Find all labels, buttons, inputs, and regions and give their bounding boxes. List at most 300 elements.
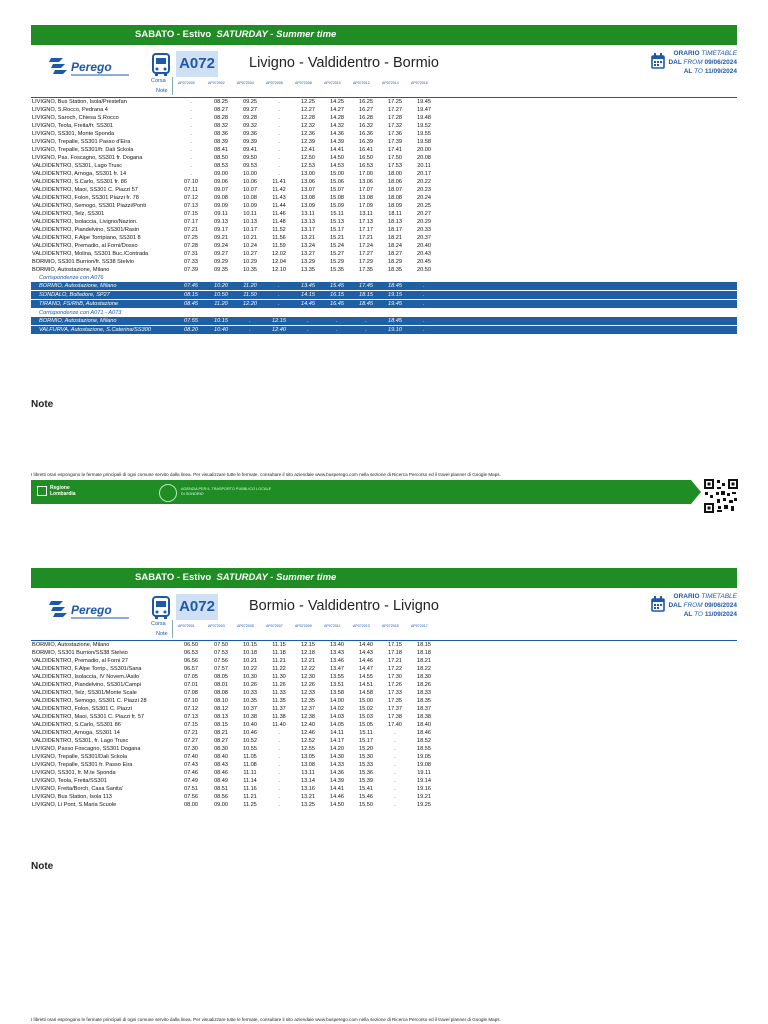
departure-time: 19.48 <box>417 115 431 121</box>
departure-time: . <box>278 163 280 169</box>
departure-time: 11.20 <box>214 301 228 307</box>
departure-time: 09.29 <box>214 259 228 265</box>
table-row <box>31 769 737 777</box>
departure-time: 18.37 <box>417 706 431 712</box>
departure-time: . <box>423 283 425 289</box>
departure-time: 06.56 <box>184 658 198 664</box>
departure-time: 12.37 <box>301 706 315 712</box>
departure-time: 11.48 <box>272 219 286 225</box>
departure-time: 14.55 <box>359 674 373 680</box>
departure-time: 11.59 <box>272 243 286 249</box>
departure-time: 08.21 <box>214 730 228 736</box>
departure-time: 09.50 <box>243 155 257 161</box>
table-row <box>31 218 737 226</box>
trip-code: AP072011 <box>324 624 341 628</box>
stop-name: VALDIDENTRO, Arnoga, SS301 14 <box>32 730 120 736</box>
table-row <box>31 649 737 657</box>
departure-time: 13.11 <box>301 770 315 776</box>
departure-time: 12.28 <box>301 115 315 121</box>
departure-time: 09.53 <box>243 163 257 169</box>
table-row <box>31 721 737 729</box>
departure-time: 17.39 <box>388 139 402 145</box>
route-title: Livigno - Valdidentro - Bormio <box>249 55 439 71</box>
departure-time: 09.27 <box>214 251 228 257</box>
trip-code: AP072009 <box>295 624 312 628</box>
departure-time: 14.45 <box>301 301 315 307</box>
table-row <box>31 114 737 122</box>
departure-time: 16.28 <box>359 115 373 121</box>
connection-title: Corrispondenze con A076 <box>39 275 104 281</box>
departure-time: . <box>394 778 396 784</box>
stop-name: LIVIGNO, S.Rocco, Pedrana 4 <box>32 107 108 113</box>
departure-time: 17.32 <box>388 123 402 129</box>
departure-time: 15.36 <box>359 770 373 776</box>
departure-time: 13.55 <box>330 674 344 680</box>
departure-time: 17.35 <box>388 698 402 704</box>
departure-time: 10.24 <box>243 243 257 249</box>
departure-time: 08.32 <box>214 123 228 129</box>
departure-time: 10.27 <box>243 251 257 257</box>
departure-time: 06.50 <box>184 642 198 648</box>
table-row <box>31 713 737 721</box>
table-row <box>31 753 737 761</box>
departure-time: 18.07 <box>388 187 402 193</box>
departure-time: . <box>278 139 280 145</box>
departure-time: 16.50 <box>359 155 373 161</box>
departure-time: 14.46 <box>359 658 373 664</box>
departure-time: 08.50 <box>214 155 228 161</box>
departure-time: 18.35 <box>388 267 402 273</box>
departure-time: . <box>190 115 192 121</box>
departure-time: . <box>307 318 309 324</box>
departure-time: 15.17 <box>330 227 344 233</box>
departure-time: . <box>278 754 280 760</box>
departure-time: 19.45 <box>388 301 402 307</box>
stop-name: VALDIDENTRO, Semogo, SS301 C. Piazzi 28 <box>32 698 147 704</box>
departure-time: 20.45 <box>417 259 431 265</box>
departure-time: 08.12 <box>214 706 228 712</box>
departure-time: 18.24 <box>388 243 402 249</box>
departure-time: . <box>190 123 192 129</box>
stop-name: VALDIDENTRO, Semogo, SS301 Piazzi/Ponti <box>32 203 146 209</box>
departure-time: 10.37 <box>243 706 257 712</box>
departure-time: . <box>278 770 280 776</box>
departure-time: 18.30 <box>417 674 431 680</box>
departure-time: . <box>423 292 425 298</box>
departure-time: 15.03 <box>359 714 373 720</box>
departure-time: . <box>278 115 280 121</box>
table-row <box>31 282 737 291</box>
departure-time: 17.22 <box>388 666 402 672</box>
departure-time: 20.24 <box>417 195 431 201</box>
line-badge: A072 <box>176 51 218 77</box>
departure-time: 08.25 <box>214 99 228 105</box>
calendar-icon <box>651 596 665 612</box>
departure-time: 15.33 <box>359 762 373 768</box>
trip-code: AP072005 <box>237 624 254 628</box>
table-row <box>31 657 737 665</box>
departure-time: 10.40 <box>214 327 228 333</box>
departure-time: 07.30 <box>184 746 198 752</box>
departure-time: . <box>190 131 192 137</box>
stop-name: LIVIGNO, Saroch, Chiesa S.Rocco <box>32 115 119 121</box>
departure-time: 15.29 <box>330 259 344 265</box>
corsa-label: Corsa <box>151 78 166 84</box>
table-row <box>31 106 737 114</box>
departure-time: 10.21 <box>243 235 257 241</box>
departure-time: . <box>278 131 280 137</box>
departure-time: 07.21 <box>184 227 198 233</box>
departure-time: 12.52 <box>301 738 315 744</box>
departure-time: 07.05 <box>184 674 198 680</box>
departure-time: 07.50 <box>214 642 228 648</box>
departure-time: 20.50 <box>417 267 431 273</box>
departure-time: 12.33 <box>301 690 315 696</box>
departure-time: 12.53 <box>301 163 315 169</box>
departure-time: 08.36 <box>214 131 228 137</box>
departure-time: . <box>278 746 280 752</box>
stop-name: VALDIDENTRO, S.Carlo, SS301 86 <box>32 722 121 728</box>
departure-time: 09.07 <box>214 187 228 193</box>
validity-dates: ORARIO TIMETABLE DAL FROM 09/06/2024 AL TO 11/09/2024 <box>668 50 737 75</box>
departure-time: 17.21 <box>359 235 373 241</box>
departure-time: 10.50 <box>214 292 228 298</box>
departure-time: . <box>423 318 425 324</box>
departure-time: 15.20 <box>359 746 373 752</box>
departure-time: 07.08 <box>184 690 198 696</box>
departure-time: 18.00 <box>388 171 402 177</box>
departure-time: 12.15 <box>301 642 315 648</box>
stop-name: LIVIGNO, Freita/Borch, Casa Sanita' <box>32 786 123 792</box>
departure-time: 16.45 <box>330 301 344 307</box>
stop-name: VALDIDENTRO, S.Carlo, SS301 fr. 86 <box>32 179 128 185</box>
departure-time: 13.14 <box>301 778 315 784</box>
departure-time: 15.30 <box>359 754 373 760</box>
departure-time: 09.24 <box>214 243 228 249</box>
departure-time: 08.53 <box>214 163 228 169</box>
departure-time: 17.18 <box>388 650 402 656</box>
departure-time: . <box>190 163 192 169</box>
departure-time: 16.15 <box>330 292 344 298</box>
departure-time: . <box>394 770 396 776</box>
departure-time: 09.13 <box>214 219 228 225</box>
departure-time: 16.39 <box>359 139 373 145</box>
stop-name: VALDIDENTRO, Telz, SS301 <box>32 211 105 217</box>
departure-time: 12.21 <box>301 658 315 664</box>
departure-time: 14.36 <box>330 131 344 137</box>
trip-code: AP072000 <box>178 81 195 85</box>
stop-name: LIVIGNO, SS301, fr. M.te Sponda <box>32 770 116 776</box>
departure-time: 10.46 <box>243 730 257 736</box>
departure-time: 12.20 <box>243 301 257 307</box>
banner-en: SATURDAY - Summer time <box>216 29 337 40</box>
departure-time: 08.10 <box>214 698 228 704</box>
departure-time: 12.18 <box>301 650 315 656</box>
departure-time: 15.41 <box>359 786 373 792</box>
departure-time: 14.58 <box>359 690 373 696</box>
departure-time: 13.11 <box>301 211 315 217</box>
departure-time: 07.15 <box>184 722 198 728</box>
departure-time: 11.46 <box>272 211 286 217</box>
note-label: Note <box>156 88 168 94</box>
departure-time: 13.25 <box>301 802 315 808</box>
departure-time: 12.15 <box>272 318 286 324</box>
departure-time: 15.13 <box>330 219 344 225</box>
stop-name: LIVIGNO, Trepalle, SS301/fr. Dali Sckola <box>32 147 134 153</box>
departure-time: 12.27 <box>301 107 315 113</box>
departure-time: 07.13 <box>184 714 198 720</box>
departure-time: 08.13 <box>214 714 228 720</box>
departure-time: 19.52 <box>417 123 431 129</box>
departure-time: 07.43 <box>184 762 198 768</box>
departure-time: 20.08 <box>417 155 431 161</box>
departure-time: 20.25 <box>417 203 431 209</box>
departure-time: 19.11 <box>417 770 431 776</box>
departure-time: . <box>394 738 396 744</box>
departure-time: 14.39 <box>330 778 344 784</box>
stop-name: BORMIO, Autostazione, Milano <box>32 267 110 273</box>
departure-time: 08.00 <box>184 802 198 808</box>
departure-time: 07.28 <box>184 243 198 249</box>
table-row <box>31 122 737 130</box>
departure-time: 07.10 <box>184 179 198 185</box>
departure-time: 14.25 <box>330 99 344 105</box>
departure-time: 17.28 <box>388 115 402 121</box>
departure-time: 09.32 <box>243 123 257 129</box>
departure-time: 10.18 <box>243 650 257 656</box>
stop-name: BORMIO, Autostazione, Milano <box>39 318 117 324</box>
stop-name: LIVIGNO, Bus Station, Isola 113 <box>32 794 112 800</box>
departure-time: 18.21 <box>417 658 431 664</box>
qr-code-icon[interactable] <box>703 478 739 514</box>
departure-time: 12.39 <box>301 139 315 145</box>
departure-time: 07.40 <box>184 754 198 760</box>
departure-time: 19.10 <box>388 327 402 333</box>
departure-time: 17.53 <box>388 163 402 169</box>
departure-time: 14.39 <box>330 139 344 145</box>
table-row <box>31 130 737 138</box>
departure-time: 10.52 <box>243 738 257 744</box>
trip-code: AP072002 <box>208 81 225 85</box>
departure-time: 10.09 <box>243 203 257 209</box>
departure-time: 08.01 <box>214 682 228 688</box>
departure-time: 12.46 <box>301 730 315 736</box>
perego-logo <box>49 52 131 80</box>
stop-name: VALFURVA, Autostazione, S.Caterina/SS300 <box>39 327 151 333</box>
departure-time: . <box>278 730 280 736</box>
departure-time: . <box>278 802 280 808</box>
connection-title: Corrispondenze con A071 - A073 <box>39 310 122 316</box>
departure-time: 19.55 <box>417 131 431 137</box>
table-row <box>31 202 737 210</box>
departure-time: 10.11 <box>243 211 257 217</box>
departure-time: 09.00 <box>214 171 228 177</box>
departure-time: 18.26 <box>417 682 431 688</box>
departure-time: 08.30 <box>214 746 228 752</box>
departure-time: 17.26 <box>388 682 402 688</box>
departure-time: 08.45 <box>184 301 198 307</box>
departure-time: 14.53 <box>330 163 344 169</box>
table-row <box>31 300 737 309</box>
departure-time: 09.25 <box>243 99 257 105</box>
table-row <box>31 673 737 681</box>
departure-time: 13.06 <box>301 179 315 185</box>
departure-time: 09.00 <box>214 802 228 808</box>
table-row <box>31 170 737 178</box>
departure-time: 18.18 <box>417 650 431 656</box>
departure-time: 07.12 <box>184 195 198 201</box>
departure-time: 19.08 <box>417 762 431 768</box>
departure-time: 09.36 <box>243 131 257 137</box>
departure-time: 12.41 <box>301 147 315 153</box>
departure-time: 19.21 <box>417 794 431 800</box>
departure-time: 09.21 <box>214 235 228 241</box>
departure-time: 16.32 <box>359 123 373 129</box>
departure-time: 13.08 <box>359 195 373 201</box>
departure-time: 12.10 <box>272 267 286 273</box>
departure-time: 12.40 <box>301 722 315 728</box>
departure-time: . <box>278 778 280 784</box>
departure-time: . <box>423 327 425 333</box>
departure-time: 08.43 <box>214 762 228 768</box>
departure-time: 13.00 <box>301 171 315 177</box>
table-row <box>31 250 737 258</box>
departure-time: 20.43 <box>417 251 431 257</box>
departure-time: 20.27 <box>417 211 431 217</box>
bus-icon <box>152 596 170 620</box>
departure-time: 10.30 <box>243 674 257 680</box>
departure-time: 15.35 <box>330 267 344 273</box>
departure-time: 07.15 <box>184 211 198 217</box>
route-title: Bormio - Valdidentro - Livigno <box>249 598 439 614</box>
departure-time: 07.55 <box>184 318 198 324</box>
departure-time: 11.56 <box>272 235 286 241</box>
departure-time: 11.05 <box>243 754 257 760</box>
departure-time: . <box>190 147 192 153</box>
departure-time: 18.08 <box>388 195 402 201</box>
departure-time: 17.09 <box>359 203 373 209</box>
bus-icon <box>152 53 170 77</box>
departure-time: 13.46 <box>330 658 344 664</box>
trip-code: AP072001 <box>178 624 195 628</box>
trip-code: AP072008 <box>295 81 312 85</box>
departure-time: 15.00 <box>359 698 373 704</box>
departure-time: 07.21 <box>184 730 198 736</box>
stop-name: LIVIGNO, Trepalle, SS301 fr. Passo Eira <box>32 762 133 768</box>
trip-code: AP072016 <box>411 81 428 85</box>
departure-time: 07.01 <box>184 682 198 688</box>
schedule-header <box>31 45 737 97</box>
departure-time: 14.50 <box>330 802 344 808</box>
departure-time: 09.27 <box>243 107 257 113</box>
departure-time: 17.17 <box>359 227 373 233</box>
table-row <box>31 258 737 266</box>
banner-it: SABATO - Estivo <box>135 29 212 40</box>
departure-time: 12.25 <box>301 99 315 105</box>
stop-name: LIVIGNO, Trepalle, SS301/Dali Sckola <box>32 754 128 760</box>
departure-time: 13.43 <box>330 650 344 656</box>
table-row <box>31 326 737 335</box>
corsa-label: Corsa <box>151 621 166 627</box>
table-row <box>31 317 737 326</box>
departure-time: 15.50 <box>359 802 373 808</box>
table-row <box>31 291 737 300</box>
stop-name: VALDIDENTRO, Maoi, SS301 C. Piazzi fr. 57 <box>32 714 145 720</box>
departure-time: 11.22 <box>272 666 286 672</box>
departure-time: 07.12 <box>184 706 198 712</box>
departure-time: 20.29 <box>417 219 431 225</box>
departure-time: 14.32 <box>330 123 344 129</box>
departure-time: 08.08 <box>214 690 228 696</box>
departure-time: 19.45 <box>417 99 431 105</box>
trip-code: AP072014 <box>382 81 399 85</box>
stop-name: VALDIDENTRO, F.Alpe Torripiano, SS301 8 <box>32 235 141 241</box>
departure-time: 18.17 <box>388 227 402 233</box>
departure-time: 12.30 <box>301 674 315 680</box>
stop-name: VALDIDENTRO, Molina, SS301 Buc./Contrada <box>32 251 149 257</box>
departure-time: 17.29 <box>359 259 373 265</box>
departure-time: . <box>278 107 280 113</box>
departure-time: . <box>249 327 251 333</box>
departure-time: 11.30 <box>272 674 286 680</box>
timetable-rows <box>31 98 737 335</box>
departure-time: 10.29 <box>243 259 257 265</box>
departure-time: 11.14 <box>243 778 257 784</box>
departure-time: . <box>423 301 425 307</box>
svg-text:Perego: Perego <box>71 60 112 74</box>
departure-time: 11.16 <box>243 786 257 792</box>
departure-time: 10.35 <box>243 267 257 273</box>
departure-time: 19.25 <box>417 802 431 808</box>
departure-time: 11.08 <box>243 762 257 768</box>
departure-time: 11.50 <box>243 292 257 298</box>
departure-time: 18.52 <box>417 738 431 744</box>
trip-code: AP072013 <box>353 624 370 628</box>
stop-name: LIVIGNO, Pas. Foscagno, SS301 fr. Dogana <box>32 155 143 161</box>
table-row <box>31 801 737 809</box>
departure-time: 12.22 <box>301 666 315 672</box>
table-row <box>31 146 737 154</box>
departure-time: 07.45 <box>184 283 198 289</box>
departure-time: 20.22 <box>417 179 431 185</box>
departure-time: 16.41 <box>359 147 373 153</box>
departure-time: 07.33 <box>184 259 198 265</box>
connection-label <box>31 309 737 317</box>
departure-time: 15.00 <box>330 171 344 177</box>
departure-time: 13.21 <box>301 794 315 800</box>
departure-time: 17.27 <box>388 107 402 113</box>
departure-time: . <box>394 786 396 792</box>
departure-time: 15.11 <box>359 730 373 736</box>
stop-name: LIVIGNO, Teola, Freita/fr. SS301 <box>32 123 114 129</box>
departure-time: 18.29 <box>388 259 402 265</box>
regione-lombardia-logo: Regione Lombardia <box>37 485 76 497</box>
departure-time: 14.15 <box>301 292 315 298</box>
departure-time: 13.05 <box>301 754 315 760</box>
stop-name: VALDIDENTRO, Telz, SS301/Monte Scale <box>32 690 137 696</box>
departure-time: 14.41 <box>330 147 344 153</box>
departure-time: 11.21 <box>243 794 257 800</box>
departure-time: 08.27 <box>214 107 228 113</box>
departure-time: . <box>394 794 396 800</box>
table-row <box>31 138 737 146</box>
stop-name: BORMIO, SS301 Burrion/fr. SS38 Stelvio <box>32 259 134 265</box>
departure-time: 15.08 <box>330 195 344 201</box>
departure-time: 07.53 <box>214 650 228 656</box>
departure-time: 18.46 <box>417 730 431 736</box>
departure-time: 17.13 <box>359 219 373 225</box>
departure-time: 07.57 <box>214 666 228 672</box>
